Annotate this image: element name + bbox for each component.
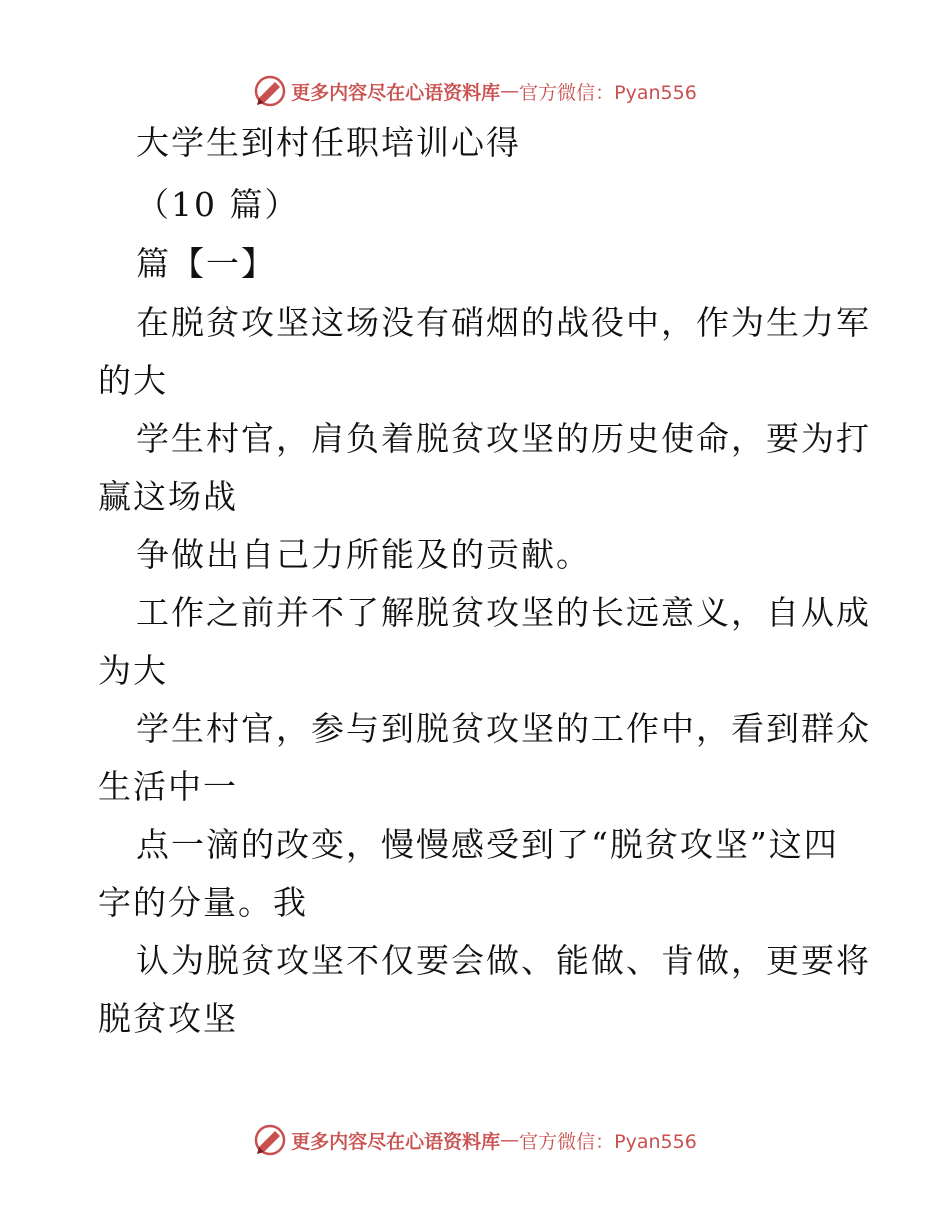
paragraph-line: 争做出自己力所能及的贡献。 xyxy=(136,535,591,574)
banner-wechat-text: 官方微信：Pyan556 xyxy=(519,81,697,104)
document-title: 大学生到村任职培训心得 xyxy=(136,123,521,162)
paragraph-line: 在脱贫攻坚这场没有硝烟的战役中，作为生力军 xyxy=(136,303,871,342)
banner-wechat-text: 官方微信：Pyan556 xyxy=(519,1130,697,1153)
banner-dash: — xyxy=(500,1129,520,1151)
paragraph-line: 脱贫攻坚 xyxy=(98,999,238,1038)
paragraph-line: 点一滴的改变，慢慢感受到了“脱贫攻坚”这四 xyxy=(136,825,839,864)
paragraph-line: 学生村官，肩负着脱贫攻坚的历史使命，要为打 xyxy=(136,419,871,458)
paragraph-line: 生活中一 xyxy=(98,767,238,806)
banner-main-text: 更多内容尽在心语资料库 xyxy=(291,81,501,104)
paragraph-line: 赢这场战 xyxy=(98,477,238,516)
banner-dash: — xyxy=(500,80,520,102)
paragraph-line: 学生村官，参与到脱贫攻坚的工作中，看到群众 xyxy=(136,709,871,748)
paragraph-line: 字的分量。我 xyxy=(98,883,308,922)
header-banner xyxy=(0,71,950,111)
pen-logo-icon xyxy=(253,1123,287,1157)
footer-banner xyxy=(0,1120,950,1160)
paragraph-line: 为大 xyxy=(98,651,168,690)
section-heading: 篇【一】 xyxy=(136,244,276,283)
paragraph-line: 认为脱贫攻坚不仅要会做、能做、肯做，更要将 xyxy=(136,941,871,980)
banner-main-text: 更多内容尽在心语资料库 xyxy=(291,1130,501,1153)
paragraph-line: 的大 xyxy=(98,361,168,400)
paragraph-line: 工作之前并不了解脱贫攻坚的长远意义，自从成 xyxy=(136,593,871,632)
document-subtitle: （10 篇） xyxy=(136,185,300,224)
pen-logo-icon xyxy=(253,74,287,108)
